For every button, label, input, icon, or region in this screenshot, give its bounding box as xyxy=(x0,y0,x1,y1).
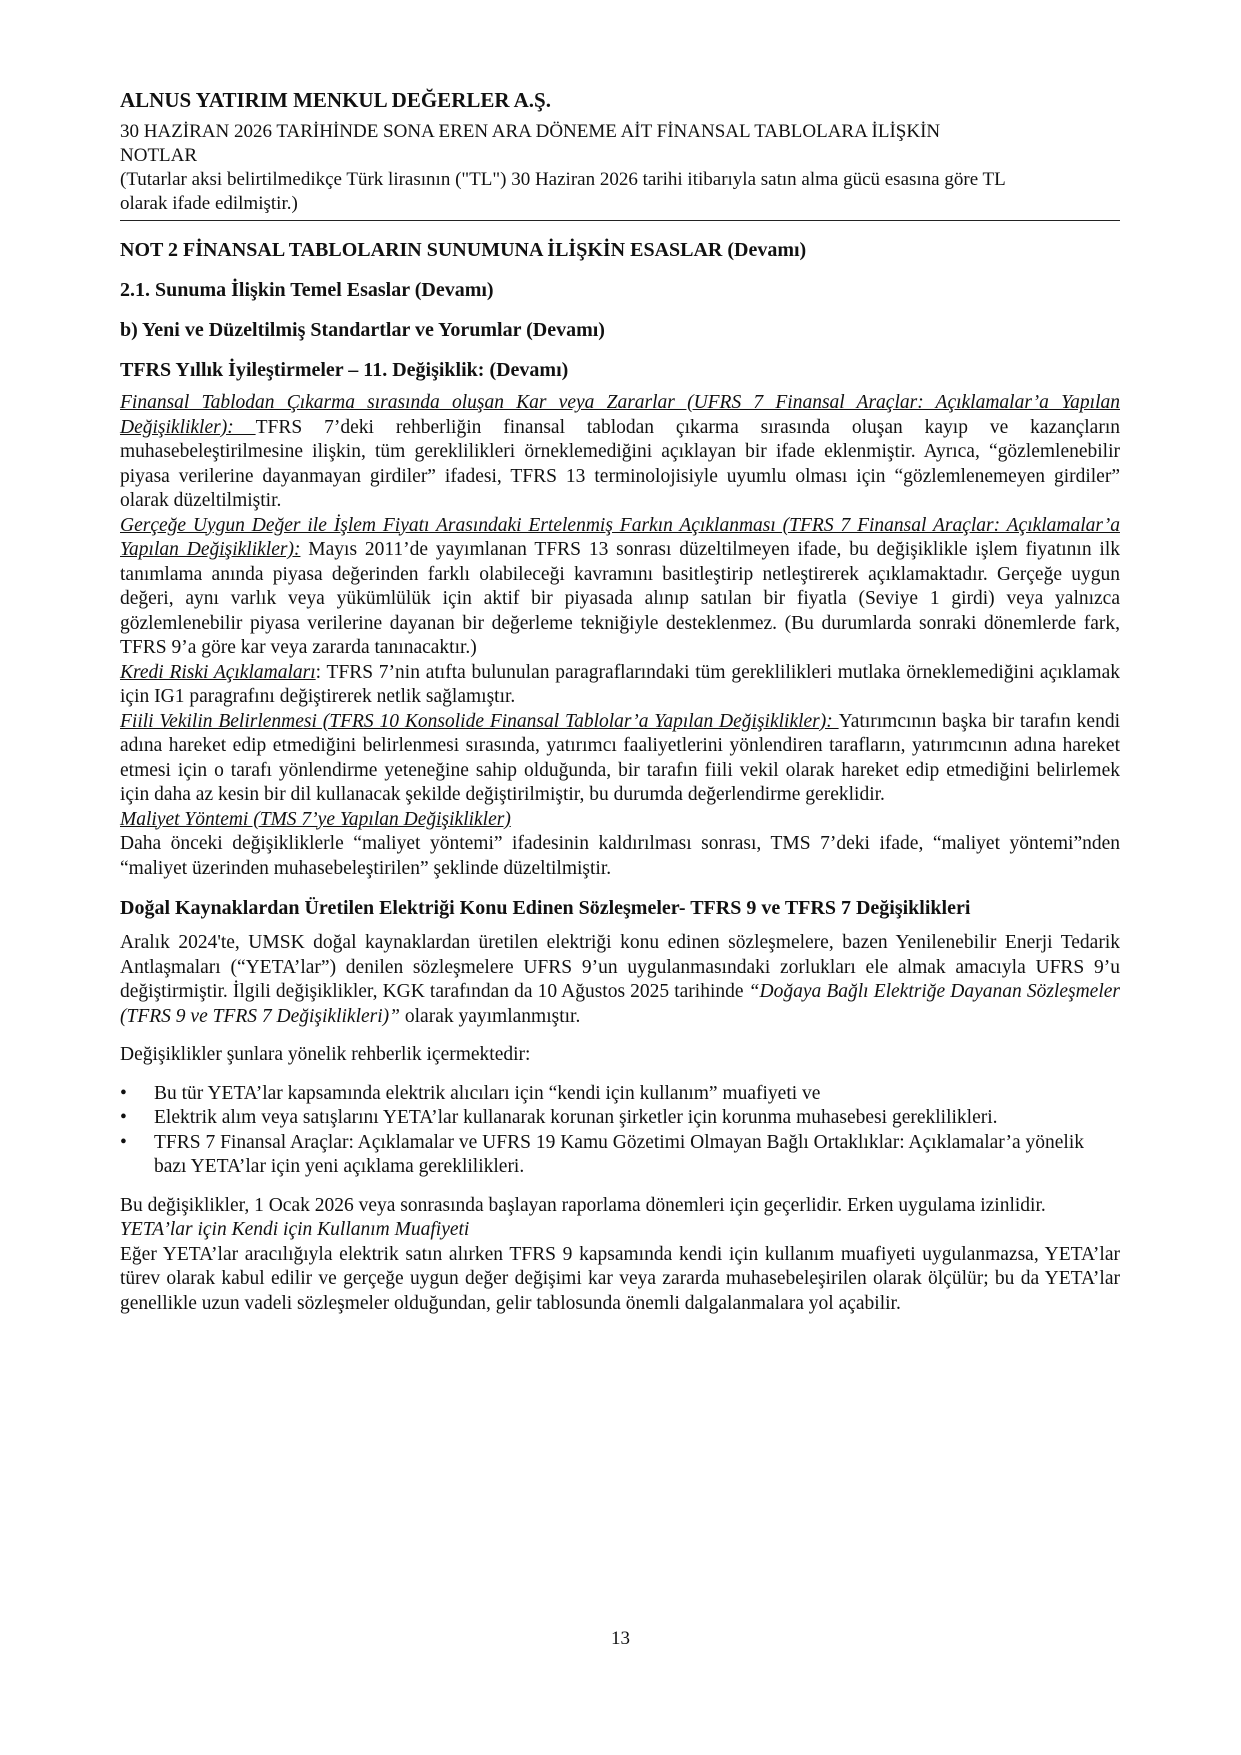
bullet-icon: • xyxy=(120,1082,127,1104)
company-name: ALNUS YATIRIM MENKUL DEĞERLER A.Ş. xyxy=(120,88,551,112)
bullet-list xyxy=(120,1082,1120,1180)
amendment-paragraph xyxy=(120,391,1120,514)
dogal-paragraph-2: Değişiklikler şunlara yönelik rehberlik içermektedir: xyxy=(120,1044,531,1065)
note-heading: NOT 2 FİNANSAL TABLOLARIN SUNUMUNA İLİŞKİN ESASLAR (Devamı) xyxy=(120,239,807,261)
dogal-p1-end: olarak yayımlanmıştır. xyxy=(400,1005,581,1027)
amendment-title: Kredi Riski Açıklamaları xyxy=(120,661,316,683)
dogal-heading: Doğal Kaynaklardan Üretilen Elektriği Konu Edinen Sözleşmeler- TFRS 9 ve TFRS 7 Değişiklikleri xyxy=(120,897,971,919)
subsection-heading: b) Yeni ve Düzeltilmiş Standartlar ve Yorumlar (Devamı) xyxy=(120,319,605,341)
page-header xyxy=(120,86,1120,221)
amendments-list xyxy=(120,391,1120,881)
amendment-title-line xyxy=(120,808,1120,833)
dogal-p1-text: Aralık 2024'te, UMSK doğal kaynaklardan üretilen elektriği konu edinen sözleşmelere, bazen Yenilenebilir Enerji Tedarik Antlaşmaları (“YETA’lar”) denilen sözleşmelere UFRS 9’un uygulanmasındaki zorlukları ele almak amacıyla UFRS 9’u değiştirmiştir. İlgili değişiklikler, KGK tarafından da 10 Ağustos 2025 tarihinde xyxy=(120,932,1120,1002)
dogal-paragraph-4: Eğer YETA’lar aracılığıyla elektrik satın alırken TFRS 9 kapsamında kendi için kullanım muafiyeti uygulanmazsa, YETA’lar türev olarak kabul edilir ve gerçeğe uygun değer değişimi kar veya zararda muhasebeleşirilen olarak ölçülür; bu da YETA’lar genellikle uzun vadeli sözleşmeler olduğundan, gelir tablosunda önemli dalgalanmalara yol açabilir. xyxy=(120,1243,1120,1314)
list-item-text: Bu tür YETA’lar kapsamında elektrik alıcıları için “kendi için kullanım” muafiyeti ve xyxy=(154,1082,821,1104)
bullet-icon: • xyxy=(120,1131,127,1153)
list-item-text: Elektrik alım veya satışlarını YETA’lar kullanarak korunan şirketler için korunma muhasebesi gereklilikleri. xyxy=(154,1107,998,1128)
amendment-title: Gerçeğe Uygun Değer ile İşlem Fiyatı Arasındaki Ertelenmiş Farkın Açıklanması (TFRS 7 Finansal Araçlar: Açıklamalar’a Yapılan Değişiklikler): xyxy=(120,514,1120,560)
amendment-text: Mayıs 2011’de yayımlanan TFRS 13 sonrası düzeltilmeyen ifade, bu değişiklikle işlem fiyatının ilk tanımlama anında piyasa değerinden farklı olabileceği kavramını basitleştirip netleştirerek açıklamaktadır. Gerçeğe uygun değeri, aynı varlık veya yükümlülük için aktif bir piyasada alınıp satılan bir fiyatla (Seviye 1 girdi) veya yalnızca gözlemlenebilir piyasa verilerine dayanan bir değerleme tekniğiyle desteklenmez. (Bu durumlarda sonraki dönemlerde fark, TFRS 9’a göre kar veya zararda tanınacaktır.) xyxy=(120,539,1120,658)
header-line-2: NOTLAR xyxy=(120,145,198,166)
amendment-title: Fiili Vekilin Belirlenmesi (TFRS 10 Konsolide Finansal Tablolar’a Yapılan Değişiklikler): xyxy=(120,710,839,732)
amendment-paragraph xyxy=(120,710,1120,808)
amendment-text: Yatırımcının başka bir tarafın kendi adına hareket edip etmediğini belirlenmesi sırasında, yatırımcı faaliyetlerini yönlendiren tarafların, yatırımcının adına hareket etmesi için o tarafı yönlendirme yeteneğine sahip olduğunda, bir tarafın fiili vekil olarak hareket edip etmediğini belirlemek için daha az kesin bir dil kullanacak şekilde değiştirilmiştir, bu durumda değerlendirme gereklidir. xyxy=(120,710,1120,805)
header-line-4: olarak ifade edilmiştir.) xyxy=(120,193,298,214)
amendment-text: Daha önceki değişikliklerle “maliyet yöntemi” ifadesinin kaldırılması sonrası, TMS 7’deki ifade, “maliyet yöntemi”nden “maliyet üzerinden muhasebeleştirilen” şeklinde düzeltilmiştir. xyxy=(120,833,1120,879)
amendment-title: Maliyet Yöntemi (TMS 7’ye Yapılan Değişiklikler) xyxy=(120,808,511,830)
amendment-text: TFRS 7’deki rehberliğin finansal tablodan çıkarma sırasında oluşan kayıp ve kazançların muhasebeleştirilmesine ilişkin, tüm gereklilikleri örneklemediğini açıklayan bir ifade eklenmiştir. Ayrıca, “gözlemlenebilir piyasa verilerine dayanmayan girdiler” ifadesi, TFRS 13 terminolojisiyle uyumlu olması için “gözlemlenemeyen girdiler” olarak düzeltilmiştir. xyxy=(120,416,1120,511)
list-item-text: TFRS 7 Finansal Araçlar: Açıklamalar ve UFRS 19 Kamu Gözetimi Olmayan Bağlı Ortaklıklar: Açıklamalar’a yönelik bazı YETA’lar için yeni açıklama gereklilikleri. xyxy=(154,1131,1085,1177)
list-item xyxy=(120,1106,1120,1131)
dogal-paragraph-1 xyxy=(120,931,1120,1029)
list-item xyxy=(120,1082,1120,1107)
tfrs-heading: TFRS Yıllık İyileştirmeler – 11. Değişiklik: (Devamı) xyxy=(120,359,569,381)
dogal-subtitle: YETA’lar için Kendi için Kullanım Muafiyeti xyxy=(120,1219,470,1240)
header-rule xyxy=(120,220,1120,221)
amendment-title: Finansal Tablodan Çıkarma sırasında oluşan Kar veya Zararlar (UFRS 7 Finansal Araçlar: Açıklamalar’a Yapılan Değişiklikler): xyxy=(120,392,1120,438)
page-number: 13 xyxy=(611,1628,630,1649)
bullet-icon: • xyxy=(120,1107,127,1128)
amendment-text: : TFRS 7’nin atıfta bulunulan paragraflarındaki tüm gereklilikleri mutlaka örneklemediğini açıklamak için IG1 paragrafını değiştirerek netlik sağlamıştır. xyxy=(120,661,1120,707)
list-item xyxy=(120,1131,1120,1180)
header-line-1: 30 HAZİRAN 2026 TARİHİNDE SONA EREN ARA DÖNEME AİT FİNANSAL TABLOLARA İLİŞKİN xyxy=(120,121,941,142)
document-page xyxy=(120,86,1120,1316)
dogal-p1-italic: “Doğaya Bağlı Elektriğe Dayanan Sözleşmeler (TFRS 9 ve TFRS 7 Değişiklikleri)” xyxy=(120,981,1120,1027)
amendment-paragraph xyxy=(120,514,1120,661)
dogal-paragraph-3: Bu değişiklikler, 1 Ocak 2026 veya sonrasında başlayan raporlama dönemleri için geçerlidir. Erken uygulama izinlidir. xyxy=(120,1194,1046,1216)
amendment-paragraph xyxy=(120,661,1120,710)
header-line-3: (Tutarlar aksi belirtilmedikçe Türk lirasının ("TL") 30 Haziran 2026 tarihi itibarıyla satın alma gücü esasına göre TL xyxy=(120,169,1006,190)
section-heading: 2.1. Sunuma İlişkin Temel Esaslar (Devamı) xyxy=(120,279,494,301)
